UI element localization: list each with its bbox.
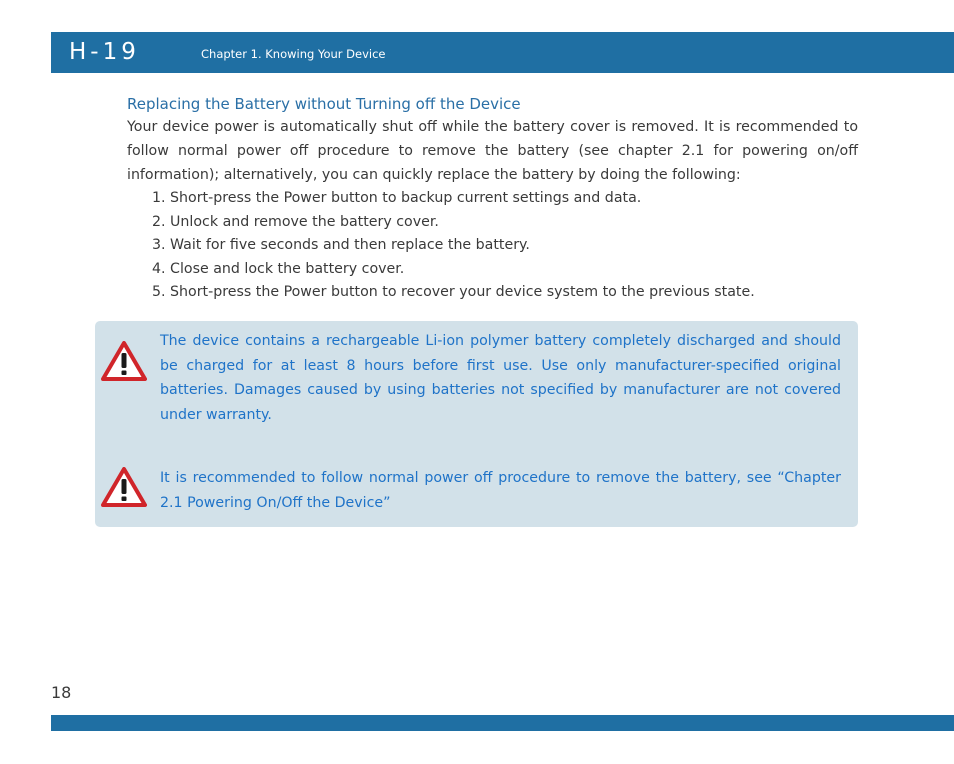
- warning-text: The device contains a rechargeable Li-ion polymer battery completely discharged and should be charged for at least 8 hours before first use. Use only manufacturer-specified original batteries. Damages caused by using batteries not specified by manufacturer are not covered under warranty.: [160, 333, 841, 423]
- steps-list: [127, 187, 858, 305]
- list-item: 2. Unlock and remove the battery cover.: [152, 213, 439, 230]
- list-item: 3. Wait for five seconds and then replace the battery.: [152, 237, 530, 253]
- list-item: 1. Short-press the Power button to backup current settings and data.: [152, 190, 642, 206]
- page-number: 18: [51, 683, 72, 702]
- list-item: 4. Close and lock the battery cover.: [152, 260, 405, 277]
- header-bar: [51, 32, 954, 73]
- section-title: Replacing the Battery without Turning off the Device: [127, 95, 521, 113]
- footer-bar: [51, 715, 954, 731]
- warning-box: [95, 321, 858, 527]
- warning-icon: [101, 341, 147, 381]
- intro-paragraph: Your device power is automatically shut off while the battery cover is removed. It is recommended to follow normal power off procedure to remove the battery (see chapter 2.1 for powering on/off information); alternatively, you can quickly replace the battery by doing the following:: [127, 119, 858, 183]
- warning-text: It is recommended to follow normal power off procedure to remove the battery, see “Chapter 2.1 Powering On/Off the Device”: [160, 470, 841, 511]
- warning-icon: [101, 467, 147, 507]
- list-item: 5. Short-press the Power button to recover your device system to the previous state.: [152, 284, 755, 300]
- product-logo: H-19: [69, 39, 140, 65]
- chapter-title: Chapter 1. Knowing Your Device: [201, 47, 386, 61]
- main-content: [127, 93, 858, 305]
